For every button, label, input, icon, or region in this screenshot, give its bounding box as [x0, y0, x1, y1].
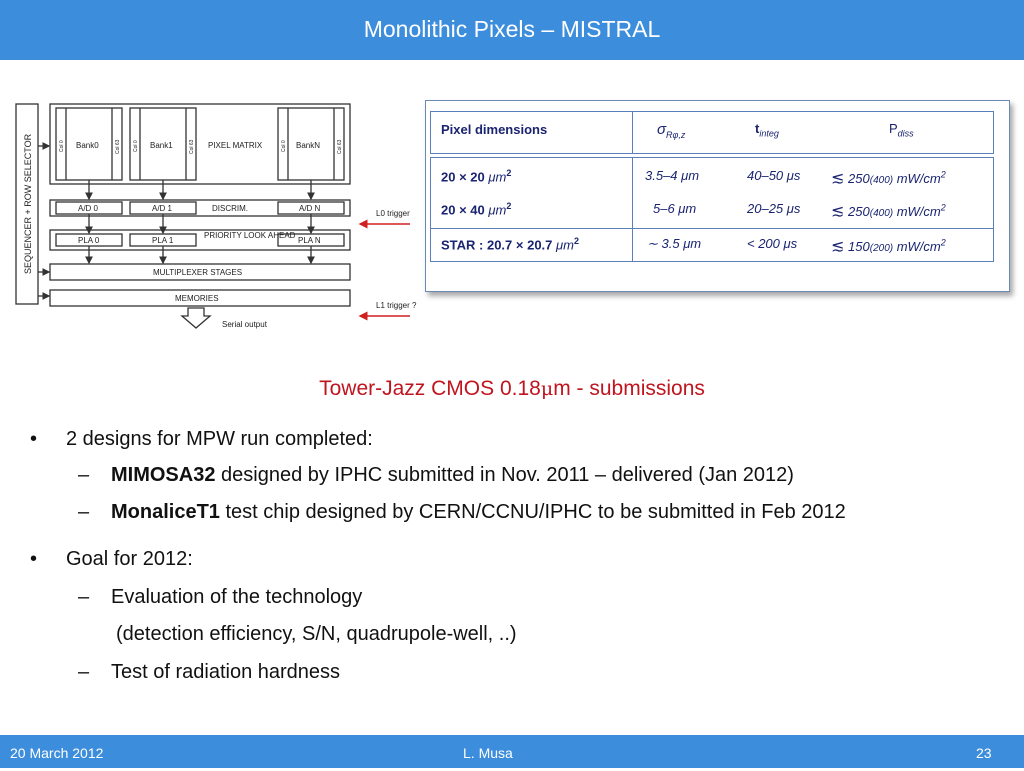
header-pixel-dimensions: Pixel dimensions [441, 122, 548, 137]
table-row: 20 × 40 $\mu m^2$ 5–6 μm 20–25 μs ≲ 250(400) $mW/cm^2$ [441, 201, 946, 220]
pla1-label: PLA 1 [152, 236, 174, 245]
bullet-icon: • [30, 428, 38, 450]
col63-label: Col 63 [189, 139, 195, 154]
sub-bullet-evaluation-detail: (detection efficiency, S/N, quadrupole-well, ..) [116, 623, 517, 645]
selector-label: SEQUENCER + ROW SELECTOR [23, 133, 33, 274]
footer-author: L. Musa [463, 745, 513, 761]
sub-bullet-mimosa32: MIMOSA32 designed by IPHC submitted in Nov. 2011 – delivered (Jan 2012) [111, 464, 794, 486]
sub-bullet-evaluation: Evaluation of the technology [111, 586, 363, 608]
serial-output-label: Serial output [222, 320, 267, 329]
bankn-label: BankN [296, 141, 321, 150]
col0-label: Col 0 [133, 140, 139, 152]
pla0-label: PLA 0 [78, 236, 100, 245]
pixel-dimensions-table [425, 100, 1010, 292]
ad1-label: A/D 1 [152, 204, 173, 213]
sub-bullet-radiation: Test of radiation hardness [111, 661, 341, 683]
dash-icon: – [78, 586, 90, 608]
priority-label: PRIORITY LOOK AHEAD [204, 231, 296, 240]
discrim-label: DISCRIM. [212, 204, 248, 213]
slide-title: Monolithic Pixels – MISTRAL [0, 0, 1024, 60]
table-body-box [430, 157, 994, 262]
bank1-label: Bank1 [150, 141, 173, 150]
adn-label: A/D N [299, 204, 321, 213]
table-header-box [430, 111, 994, 154]
memories-label: MEMORIES [175, 294, 219, 303]
section-subtitle: Tower-Jazz CMOS 0.18μm - submissions [319, 377, 705, 400]
dash-icon: – [78, 501, 90, 523]
bullet-goal: Goal for 2012: [66, 548, 193, 570]
footer-page-number: 23 [976, 745, 992, 761]
col0-label: Col 0 [59, 140, 65, 152]
col0-label: Col 0 [281, 140, 287, 152]
dash-icon: – [78, 661, 90, 683]
footer-date: 20 March 2012 [10, 745, 104, 761]
pixel-matrix-label: PIXEL MATRIX [208, 141, 263, 150]
col63-label: Col 63 [337, 139, 343, 154]
plan-label: PLA N [298, 236, 321, 245]
bullet-icon: • [30, 548, 38, 570]
multiplexer-label: MULTIPLEXER STAGES [153, 268, 243, 277]
col63-label: Col 63 [115, 139, 121, 154]
bank0-label: Bank0 [76, 141, 99, 150]
slide-footer [0, 735, 1024, 768]
header-pdiss: $P_{diss}$ [889, 121, 914, 139]
header-tinteg: $t_{integ}$ [755, 121, 779, 139]
header-sigma: $\sigma_{R\varphi,z}$ [657, 121, 686, 140]
sensor-block-diagram [10, 96, 420, 336]
sub-bullet-monalicet1: MonaliceT1 test chip designed by CERN/CCNU/IPHC to be submitted in Feb 2012 [111, 501, 846, 523]
dash-icon: – [78, 464, 90, 486]
table-row: 20 × 20 $\mu m^2$ 3.5–4 μm 40–50 μs ≲ 250(400) $mW/cm^2$ [441, 168, 946, 187]
l1-trigger-label: L1 trigger ? [376, 301, 417, 310]
table-row: STAR : 20.7 × 20.7 $\mu m^2$ ∼ 3.5 μm < 200 μs ≲ 150(200) $mW/cm^2$ [441, 236, 946, 255]
bullet-designs: 2 designs for MPW run completed: [66, 428, 373, 450]
l0-trigger-label: L0 trigger [376, 209, 410, 218]
ad0-label: A/D 0 [78, 204, 99, 213]
